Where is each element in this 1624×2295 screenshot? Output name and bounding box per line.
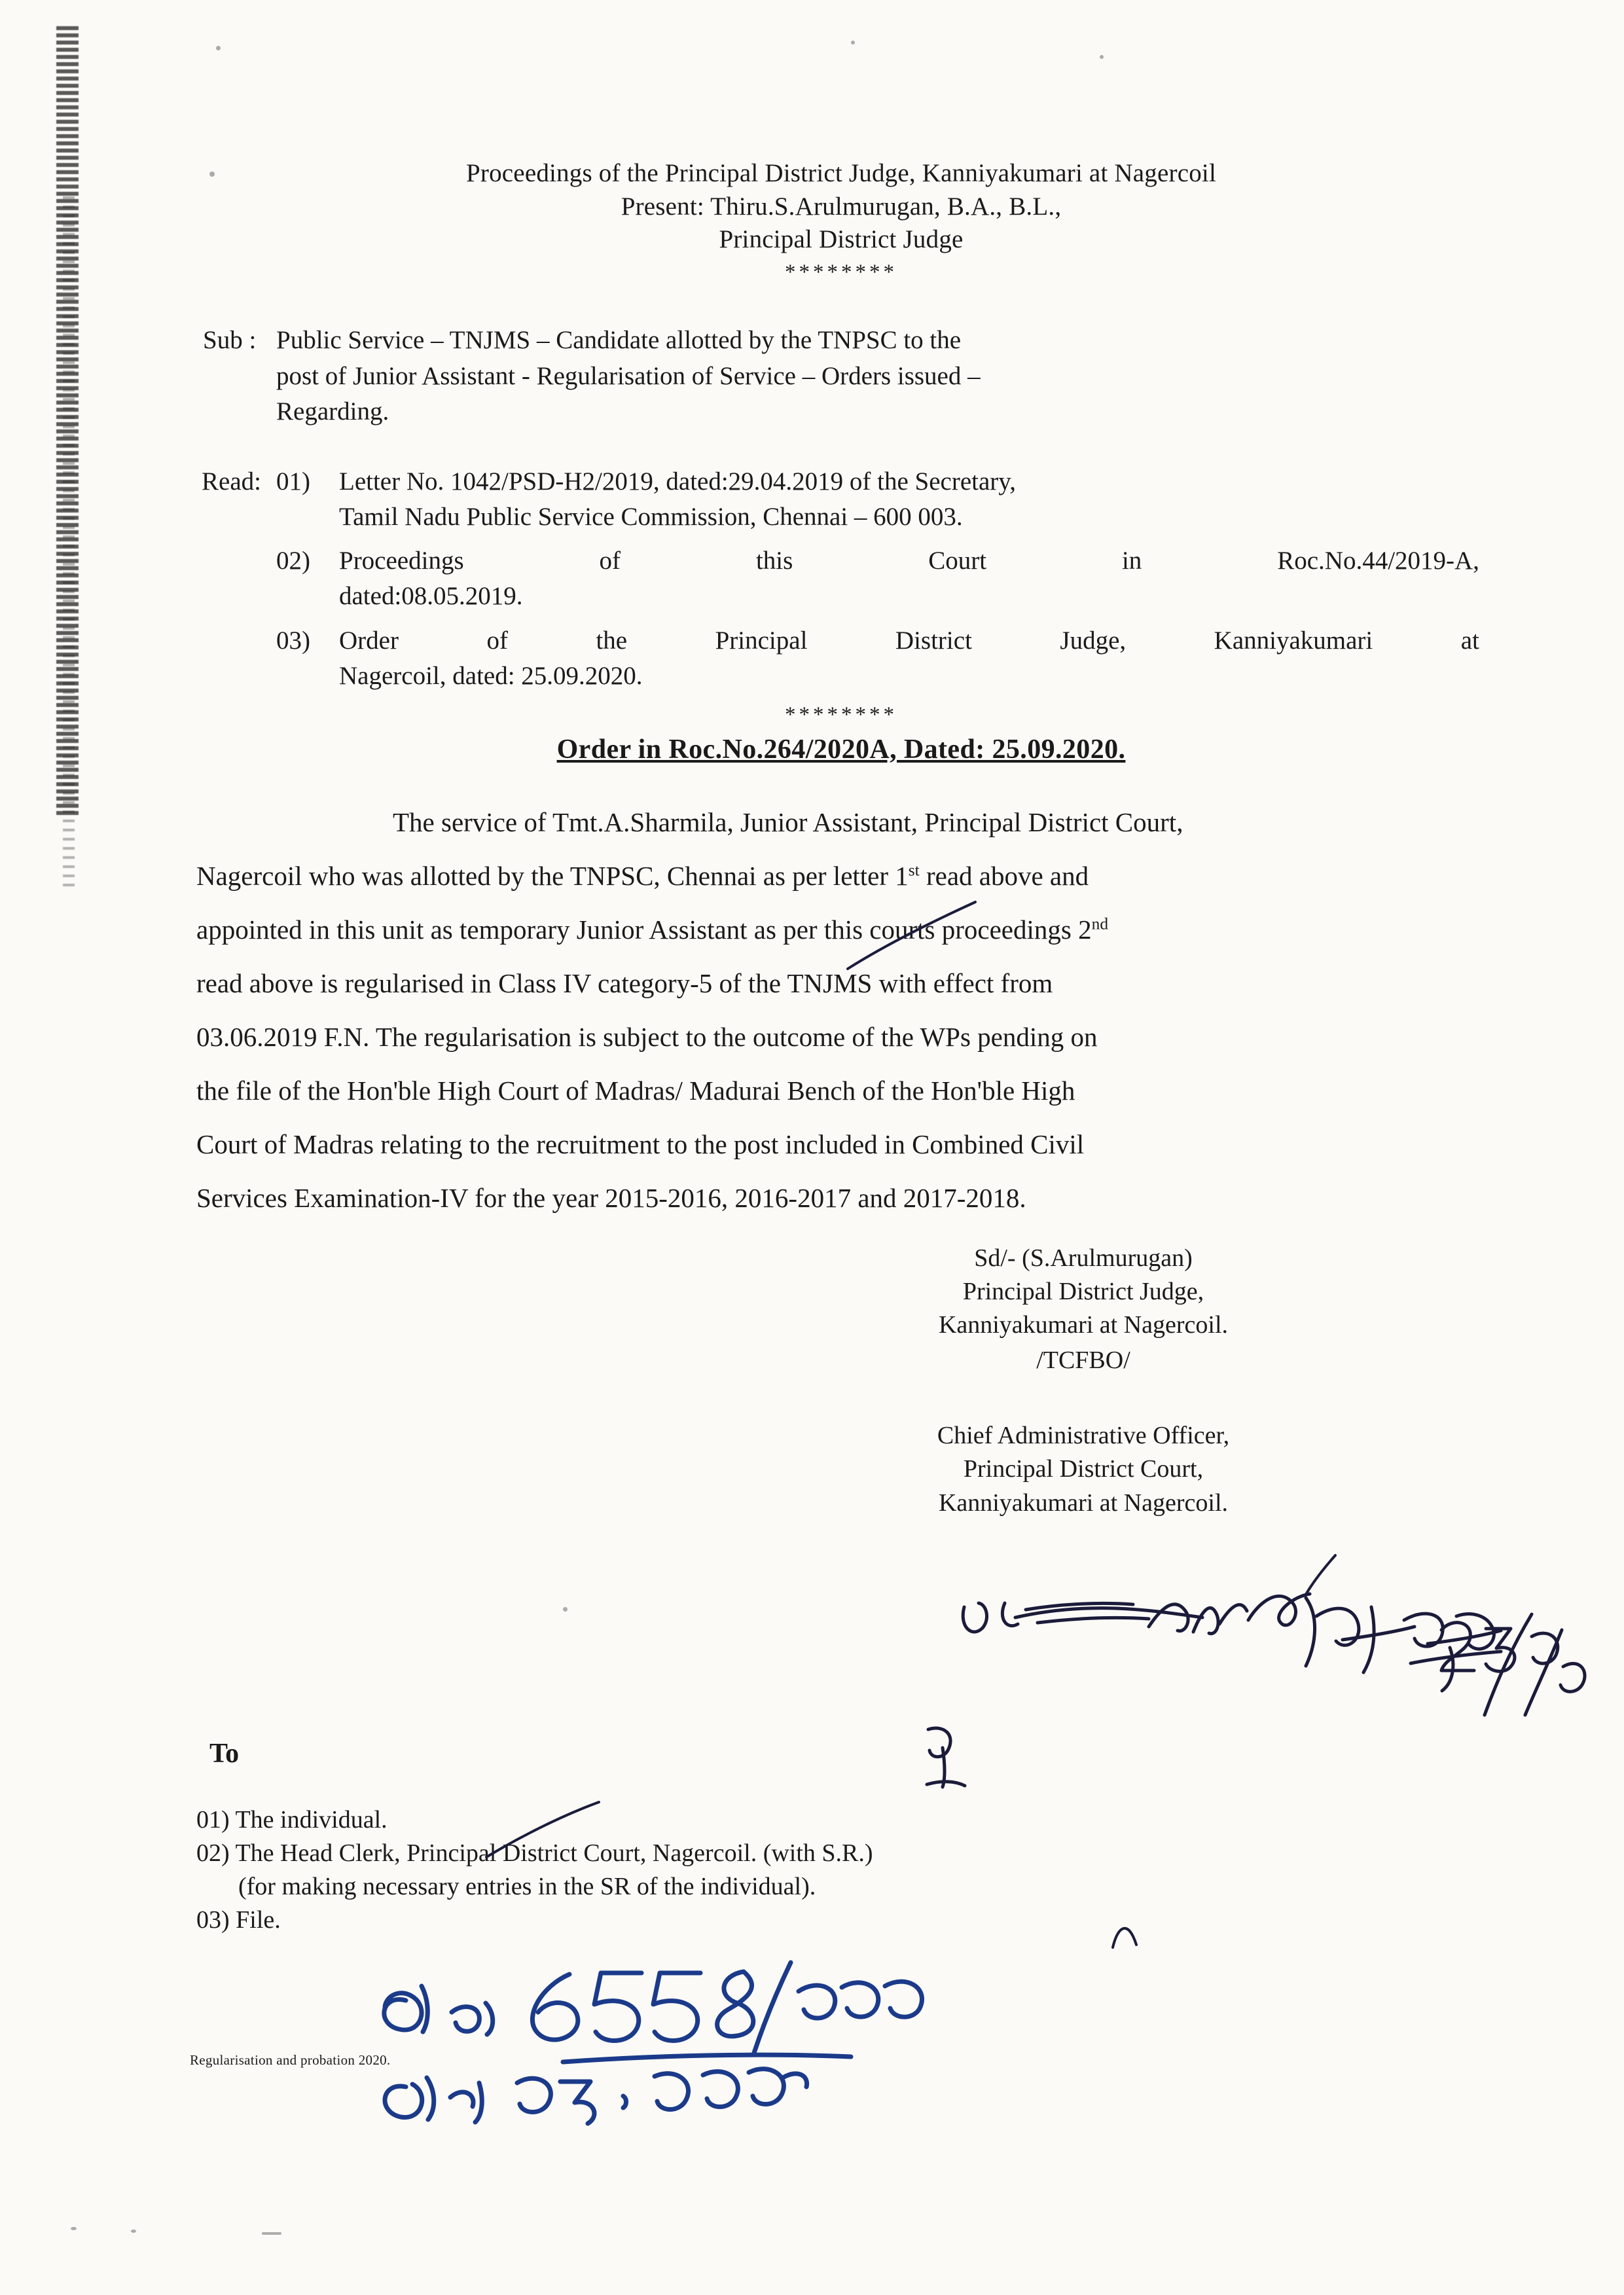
body-line-2-a: Nagercoil who was allotted by the TNPSC, Chennai as per letter 1 bbox=[196, 860, 909, 891]
read-item-number: 02) bbox=[276, 547, 310, 575]
subject-block bbox=[190, 323, 1492, 430]
body-line-2 bbox=[196, 849, 1483, 903]
read-item-text bbox=[339, 623, 1492, 694]
scan-speck bbox=[262, 2232, 281, 2235]
read-references-block bbox=[190, 464, 1492, 694]
read-item bbox=[190, 623, 1492, 694]
read-item-number: 03) bbox=[276, 626, 310, 655]
read-item-3-line-2: Nagercoil, dated: 25.09.2020. bbox=[339, 661, 643, 690]
read-item-2-line-1 bbox=[339, 543, 1479, 579]
header-line-present: Present: Thiru.S.Arulmurugan, B.A., B.L., bbox=[621, 192, 1062, 221]
handwritten-tick-mark bbox=[916, 1722, 975, 1794]
subject-line-1: Public Service – TNJMS – Candidate allotted by the TNPSC to the bbox=[276, 326, 962, 355]
to-item-1: 01) The individual. bbox=[196, 1806, 388, 1834]
read-item-3-w8: at bbox=[1460, 626, 1479, 655]
read-item-3-w1: Order bbox=[339, 626, 399, 655]
subject-line-2: post of Junior Assistant - Regularisation of Service – Orders issued – bbox=[276, 361, 981, 390]
scan-binding-edge-artifact-secondary bbox=[63, 196, 75, 890]
read-item-1-line-2: Tamil Nadu Public Service Commission, Chennai – 600 003. bbox=[339, 502, 963, 531]
header-line-designation: Principal District Judge bbox=[719, 225, 964, 254]
signature-place-court: Kanniyakumari at Nagercoil. bbox=[938, 1489, 1229, 1517]
to-label: To bbox=[209, 1739, 240, 1769]
signature-officer-title: Chief Administrative Officer, bbox=[937, 1421, 1230, 1449]
read-item-1-line-1: Letter No. 1042/PSD-H2/2019, dated:29.04.2019 of the Secretary, bbox=[339, 467, 1017, 496]
signature-tcfbo: /TCFBO/ bbox=[1036, 1346, 1130, 1374]
body-line-2-b: read above and bbox=[919, 860, 1089, 891]
to-item-2: 02) The Head Clerk, Principal District Court, Nagercoil. (with S.R.) bbox=[196, 1839, 873, 1867]
read-label-spacer bbox=[190, 543, 276, 614]
footer-note: Regularisation and probation 2020. bbox=[190, 2052, 391, 2068]
signature-place-judge: Kanniyakumari at Nagercoil. bbox=[938, 1311, 1229, 1339]
to-item-3: 03) File. bbox=[196, 1906, 281, 1934]
read-item-number: 01) bbox=[276, 467, 310, 496]
subject-text bbox=[276, 323, 1492, 430]
handwritten-signature-chief-administrative-officer bbox=[952, 1581, 1528, 1712]
body-line-8: Services Examination-IV for the year 2015-2016, 2016-2017 and 2017-2018. bbox=[196, 1182, 1026, 1213]
body-line-2-sup: st bbox=[908, 861, 920, 880]
body-line-7: Court of Madras relating to the recruitment to the post included in Combined Civil bbox=[196, 1129, 1085, 1159]
read-item bbox=[190, 464, 1492, 535]
read-item-3-w7: Kanniyakumari bbox=[1214, 626, 1373, 655]
read-item-3-w4: Principal bbox=[715, 626, 808, 655]
handwritten-date-near-signature bbox=[1434, 1610, 1591, 1722]
read-item-2-w3: this bbox=[755, 547, 793, 575]
read-label-spacer bbox=[190, 623, 276, 694]
document-content bbox=[190, 0, 1492, 1520]
read-item-2-w5: in bbox=[1121, 547, 1142, 575]
read-item-3-w2: of bbox=[486, 626, 508, 655]
subject-line-3: Regarding. bbox=[276, 397, 389, 426]
read-item bbox=[190, 543, 1492, 614]
read-star-divider: ******** bbox=[785, 702, 897, 727]
read-item-3-line-1 bbox=[339, 623, 1479, 659]
header-line-proceedings: Proceedings of the Principal District Judge, Kanniyakumari at Nagercoil bbox=[466, 159, 1216, 187]
order-heading: Order in Roc.No.264/2020A, Dated: 25.09.2020. bbox=[556, 734, 1126, 765]
signature-designation-court: Principal District Court, bbox=[963, 1455, 1204, 1483]
distribution-list bbox=[196, 1803, 1440, 1937]
read-item-text bbox=[339, 464, 1492, 535]
handwritten-endorsement-bottom bbox=[367, 1957, 1054, 2127]
header-star-divider: ******** bbox=[785, 261, 897, 285]
read-item-2-w6: Roc.No.44/2019-A, bbox=[1277, 547, 1479, 575]
scan-speck bbox=[71, 2227, 77, 2230]
order-body-paragraph bbox=[190, 795, 1492, 1225]
signature-designation-judge: Principal District Judge, bbox=[962, 1278, 1204, 1306]
handwritten-stroke-through-tcfbo bbox=[1303, 1551, 1342, 1597]
body-line-1: The service of Tmt.A.Sharmila, Junior Assistant, Principal District Court, bbox=[393, 806, 1183, 837]
read-item-2-w1: Proceedings bbox=[339, 547, 464, 575]
body-line-4: read above is regularised in Class IV category-5 of the TNJMS with effect from bbox=[196, 967, 1053, 998]
read-item-3-w3: the bbox=[596, 626, 628, 655]
read-item-3-w6: Judge, bbox=[1060, 626, 1127, 655]
body-line-3-a: appointed in this unit as temporary Junior Assistant as per this courts proceedings 2 bbox=[196, 914, 1092, 945]
read-item-2-line-2: dated:08.05.2019. bbox=[339, 582, 523, 611]
body-line-6: the file of the Hon'ble High Court of Madras/ Madurai Bench of the Hon'ble High bbox=[196, 1075, 1075, 1106]
scan-speck bbox=[131, 2230, 136, 2233]
read-label: Read: bbox=[202, 467, 261, 496]
signature-block bbox=[190, 1242, 1492, 1520]
scan-speck bbox=[563, 1607, 568, 1612]
read-item-3-w5: District bbox=[895, 626, 972, 655]
read-item-text bbox=[339, 543, 1492, 614]
signature-handwriting-space bbox=[674, 1377, 1492, 1419]
signature-sd: Sd/- (S.Arulmurugan) bbox=[974, 1244, 1193, 1272]
body-line-3-sup: nd bbox=[1091, 914, 1109, 933]
body-line-3 bbox=[196, 903, 1483, 956]
document-header bbox=[190, 157, 1492, 257]
read-item-2-w4: Court bbox=[928, 547, 987, 575]
body-line-5: 03.06.2019 F.N. The regularisation is subject to the outcome of the WPs pending on bbox=[196, 1021, 1098, 1052]
subject-label: Sub : bbox=[203, 326, 257, 355]
read-item-2-w2: of bbox=[599, 547, 621, 575]
to-item-2-note: (for making necessary entries in the SR of the individual). bbox=[238, 1872, 816, 1900]
